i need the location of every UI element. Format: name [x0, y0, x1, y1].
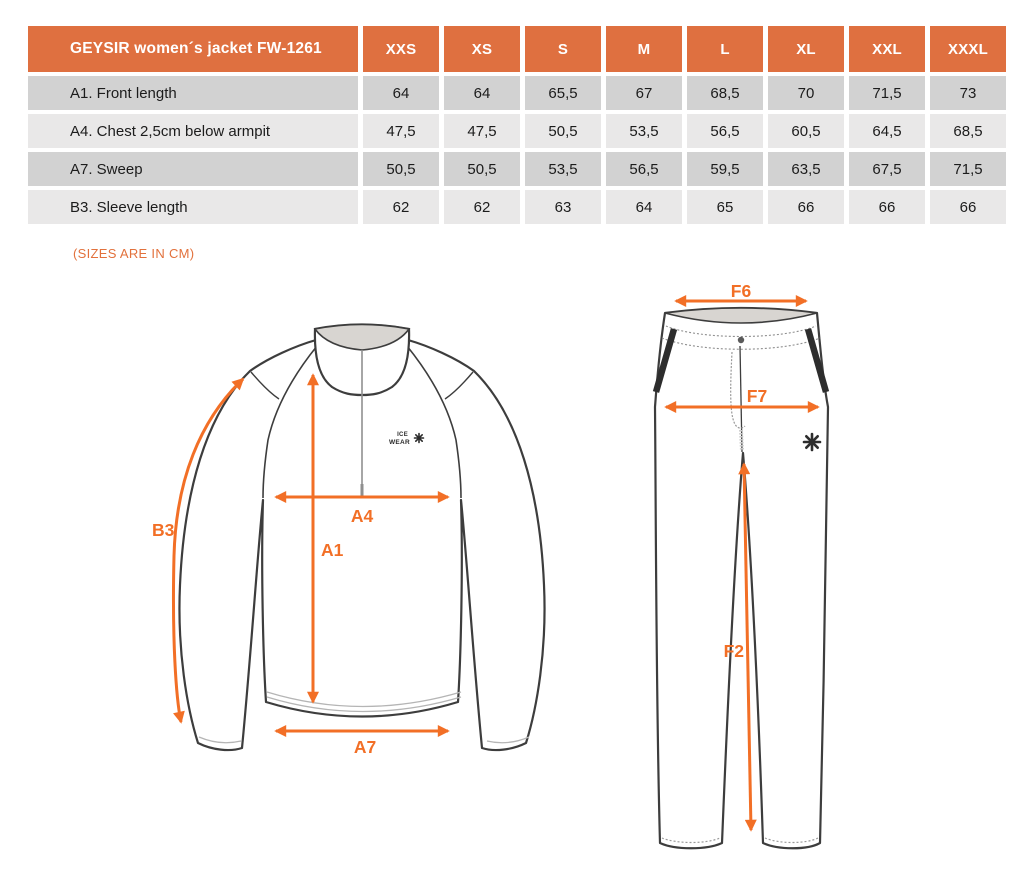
- a1-label: A1: [321, 540, 344, 560]
- value-cell: 47,5: [444, 114, 520, 148]
- value-cell: 62: [444, 190, 520, 224]
- f6-label: F6: [730, 281, 752, 301]
- value-cell: 70: [768, 76, 844, 110]
- value-cell: 67,5: [849, 152, 925, 186]
- table-title: GEYSIR women´s jacket FW-1261: [28, 26, 358, 72]
- waist-button: [738, 337, 744, 343]
- logo-text-wear: WEAR: [388, 439, 410, 446]
- value-cell: 66: [849, 190, 925, 224]
- size-header-xl: XL: [768, 26, 844, 72]
- value-cell: 63: [525, 190, 601, 224]
- sizes-unit-note: (SIZES ARE IN CM): [73, 246, 195, 261]
- value-cell: 53,5: [525, 152, 601, 186]
- value-cell: 59,5: [687, 152, 763, 186]
- value-cell: 62: [363, 190, 439, 224]
- size-header-xxxl: XXXL: [930, 26, 1006, 72]
- value-cell: 50,5: [363, 152, 439, 186]
- value-cell: 56,5: [687, 114, 763, 148]
- size-header-xs: XS: [444, 26, 520, 72]
- size-header-l: L: [687, 26, 763, 72]
- a7-label: A7: [353, 737, 377, 757]
- row-label-front-length: A1. Front length: [28, 76, 358, 110]
- value-cell: 65,5: [525, 76, 601, 110]
- pants-outline: [655, 308, 828, 848]
- value-cell: 56,5: [606, 152, 682, 186]
- value-cell: 65: [687, 190, 763, 224]
- value-cell: 67: [606, 76, 682, 110]
- a4-label: A4: [350, 506, 374, 526]
- value-cell: 63,5: [768, 152, 844, 186]
- value-cell: 64: [363, 76, 439, 110]
- value-cell: 71,5: [849, 76, 925, 110]
- size-header-xxl: XXL: [849, 26, 925, 72]
- value-cell: 60,5: [768, 114, 844, 148]
- value-cell: 66: [768, 190, 844, 224]
- row-label-chest: A4. Chest 2,5cm below armpit: [28, 114, 358, 148]
- logo-snowflake-icon: [415, 434, 424, 443]
- f7-label: F7: [746, 386, 768, 406]
- row-label-sweep: A7. Sweep: [28, 152, 358, 186]
- value-cell: 73: [930, 76, 1006, 110]
- size-header-s: S: [525, 26, 601, 72]
- value-cell: 71,5: [930, 152, 1006, 186]
- value-cell: 64,5: [849, 114, 925, 148]
- value-cell: 53,5: [606, 114, 682, 148]
- jacket-measurement-diagram: [130, 285, 590, 780]
- size-header-xxs: XXS: [363, 26, 439, 72]
- value-cell: 47,5: [363, 114, 439, 148]
- value-cell: 50,5: [444, 152, 520, 186]
- value-cell: 68,5: [687, 76, 763, 110]
- row-label-sleeve-length: B3. Sleeve length: [28, 190, 358, 224]
- value-cell: 50,5: [525, 114, 601, 148]
- pants-measurement-diagram: [630, 278, 860, 878]
- b3-label: B3: [152, 520, 175, 540]
- size-header-m: M: [606, 26, 682, 72]
- f2-label: F2: [723, 641, 744, 661]
- logo-text-ice: ICE: [397, 432, 408, 438]
- size-table: [28, 26, 1006, 224]
- value-cell: 64: [606, 190, 682, 224]
- value-cell: 66: [930, 190, 1006, 224]
- snowflake-logo-icon: [804, 434, 820, 450]
- value-cell: 64: [444, 76, 520, 110]
- value-cell: 68,5: [930, 114, 1006, 148]
